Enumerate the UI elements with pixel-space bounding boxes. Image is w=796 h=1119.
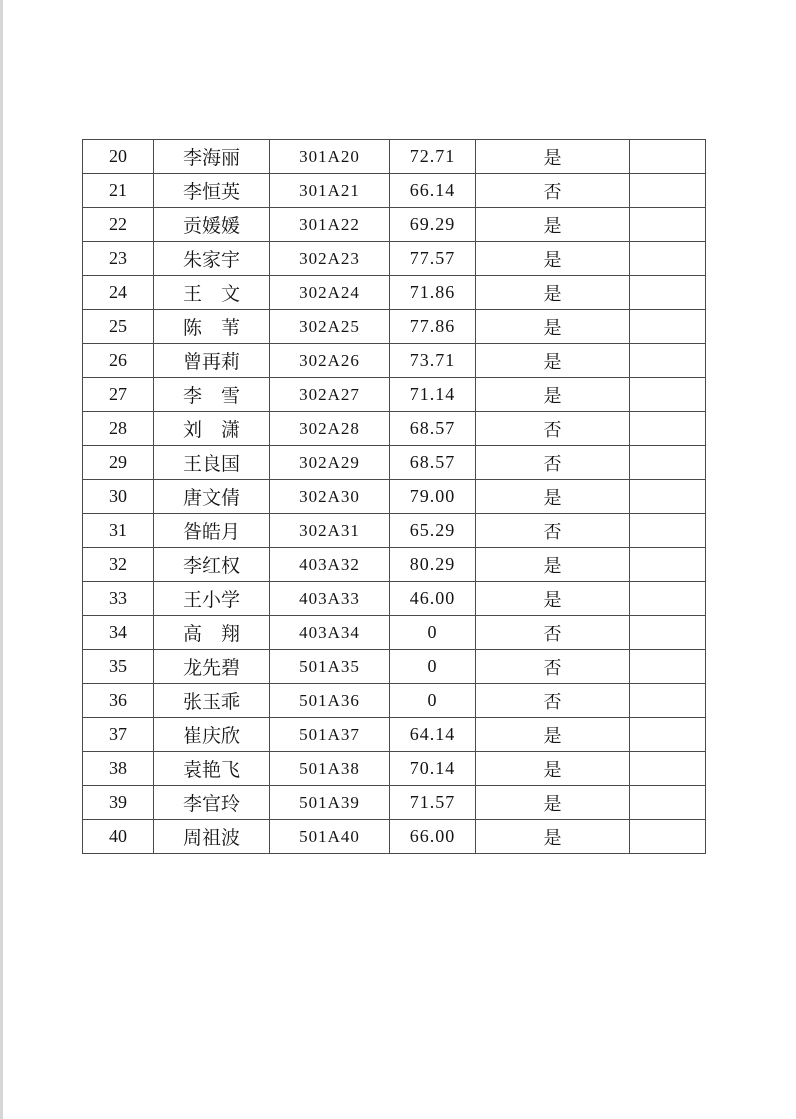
score-cell: 65.29: [390, 514, 476, 548]
qualified-cell: 是: [476, 208, 630, 242]
name-cell: 昝皓月: [154, 514, 270, 548]
index-cell: 31: [83, 514, 154, 548]
score-cell: 66.00: [390, 820, 476, 854]
qualified-cell: 是: [476, 140, 630, 174]
table-row: [83, 616, 706, 650]
table-row: [83, 514, 706, 548]
name-cell: 李恒英: [154, 174, 270, 208]
code-cell: 501A40: [270, 820, 390, 854]
table-row: [83, 582, 706, 616]
code-cell: 403A33: [270, 582, 390, 616]
table-row: [83, 276, 706, 310]
index-cell: 38: [83, 752, 154, 786]
qualified-cell: 否: [476, 616, 630, 650]
index-cell: 24: [83, 276, 154, 310]
note-cell: [630, 446, 706, 480]
index-cell: 36: [83, 684, 154, 718]
code-cell: 302A24: [270, 276, 390, 310]
name-cell: 李官玲: [154, 786, 270, 820]
table-row: [83, 208, 706, 242]
note-cell: [630, 514, 706, 548]
note-cell: [630, 378, 706, 412]
qualified-cell: 是: [476, 310, 630, 344]
qualified-cell: 否: [476, 446, 630, 480]
note-cell: [630, 242, 706, 276]
note-cell: [630, 752, 706, 786]
name-cell: 张玉乖: [154, 684, 270, 718]
score-cell: 66.14: [390, 174, 476, 208]
index-cell: 33: [83, 582, 154, 616]
qualified-cell: 是: [476, 820, 630, 854]
name-cell: 曾再莉: [154, 344, 270, 378]
index-cell: 27: [83, 378, 154, 412]
table-row: [83, 718, 706, 752]
code-cell: 501A35: [270, 650, 390, 684]
name-cell: 刘 潇: [154, 412, 270, 446]
qualified-cell: 否: [476, 514, 630, 548]
note-cell: [630, 650, 706, 684]
code-cell: 403A34: [270, 616, 390, 650]
note-cell: [630, 582, 706, 616]
score-cell: 79.00: [390, 480, 476, 514]
score-cell: 68.57: [390, 412, 476, 446]
note-cell: [630, 412, 706, 446]
qualified-cell: 是: [476, 242, 630, 276]
code-cell: 302A27: [270, 378, 390, 412]
code-cell: 501A38: [270, 752, 390, 786]
qualified-cell: 是: [476, 582, 630, 616]
note-cell: [630, 310, 706, 344]
qualified-cell: 是: [476, 548, 630, 582]
code-cell: 301A22: [270, 208, 390, 242]
table-row: [83, 752, 706, 786]
score-cell: 71.14: [390, 378, 476, 412]
code-cell: 301A20: [270, 140, 390, 174]
index-cell: 39: [83, 786, 154, 820]
qualified-cell: 是: [476, 718, 630, 752]
code-cell: 302A30: [270, 480, 390, 514]
code-cell: 501A37: [270, 718, 390, 752]
note-cell: [630, 820, 706, 854]
code-cell: 302A23: [270, 242, 390, 276]
code-cell: 302A29: [270, 446, 390, 480]
qualified-cell: 否: [476, 174, 630, 208]
name-cell: 龙先碧: [154, 650, 270, 684]
note-cell: [630, 140, 706, 174]
name-cell: 唐文倩: [154, 480, 270, 514]
score-cell: 64.14: [390, 718, 476, 752]
table-row: [83, 140, 706, 174]
name-cell: 李海丽: [154, 140, 270, 174]
index-cell: 37: [83, 718, 154, 752]
score-cell: 70.14: [390, 752, 476, 786]
score-cell: 73.71: [390, 344, 476, 378]
name-cell: 李 雪: [154, 378, 270, 412]
note-cell: [630, 344, 706, 378]
name-cell: 王 文: [154, 276, 270, 310]
name-cell: 崔庆欣: [154, 718, 270, 752]
table-row: [83, 786, 706, 820]
name-cell: 李红权: [154, 548, 270, 582]
qualified-cell: 否: [476, 684, 630, 718]
name-cell: 王良国: [154, 446, 270, 480]
index-cell: 34: [83, 616, 154, 650]
table-row: [83, 650, 706, 684]
table-row: [83, 684, 706, 718]
score-cell: 0: [390, 684, 476, 718]
note-cell: [630, 174, 706, 208]
score-cell: 77.57: [390, 242, 476, 276]
name-cell: 高 翔: [154, 616, 270, 650]
index-cell: 28: [83, 412, 154, 446]
page-left-edge: [0, 0, 3, 1119]
score-cell: 69.29: [390, 208, 476, 242]
name-cell: 朱家宇: [154, 242, 270, 276]
score-cell: 71.57: [390, 786, 476, 820]
code-cell: 302A28: [270, 412, 390, 446]
score-cell: 71.86: [390, 276, 476, 310]
score-cell: 77.86: [390, 310, 476, 344]
name-cell: 王小学: [154, 582, 270, 616]
qualified-cell: 否: [476, 412, 630, 446]
code-cell: 501A36: [270, 684, 390, 718]
table-row: [83, 480, 706, 514]
name-cell: 贡媛媛: [154, 208, 270, 242]
table-row: [83, 310, 706, 344]
index-cell: 20: [83, 140, 154, 174]
code-cell: 302A31: [270, 514, 390, 548]
score-cell: 80.29: [390, 548, 476, 582]
index-cell: 30: [83, 480, 154, 514]
table-row: [83, 174, 706, 208]
note-cell: [630, 616, 706, 650]
code-cell: 302A26: [270, 344, 390, 378]
code-cell: 301A21: [270, 174, 390, 208]
score-cell: 72.71: [390, 140, 476, 174]
index-cell: 29: [83, 446, 154, 480]
qualified-cell: 是: [476, 378, 630, 412]
code-cell: 302A25: [270, 310, 390, 344]
table-row: [83, 412, 706, 446]
index-cell: 25: [83, 310, 154, 344]
code-cell: 403A32: [270, 548, 390, 582]
index-cell: 32: [83, 548, 154, 582]
table-row: [83, 446, 706, 480]
index-cell: 22: [83, 208, 154, 242]
index-cell: 35: [83, 650, 154, 684]
table-row: [83, 378, 706, 412]
table-row: [83, 242, 706, 276]
index-cell: 23: [83, 242, 154, 276]
note-cell: [630, 786, 706, 820]
qualified-cell: 是: [476, 752, 630, 786]
note-cell: [630, 548, 706, 582]
note-cell: [630, 480, 706, 514]
qualified-cell: 是: [476, 786, 630, 820]
note-cell: [630, 684, 706, 718]
name-cell: 袁艳飞: [154, 752, 270, 786]
note-cell: [630, 208, 706, 242]
note-cell: [630, 276, 706, 310]
qualified-cell: 是: [476, 344, 630, 378]
note-cell: [630, 718, 706, 752]
code-cell: 501A39: [270, 786, 390, 820]
table-row: [83, 820, 706, 854]
index-cell: 26: [83, 344, 154, 378]
score-cell: 46.00: [390, 582, 476, 616]
name-cell: 陈 苇: [154, 310, 270, 344]
qualified-cell: 是: [476, 276, 630, 310]
qualified-cell: 是: [476, 480, 630, 514]
roster-table-body: [83, 140, 706, 854]
table-row: [83, 548, 706, 582]
score-cell: 0: [390, 650, 476, 684]
name-cell: 周祖波: [154, 820, 270, 854]
score-cell: 68.57: [390, 446, 476, 480]
index-cell: 21: [83, 174, 154, 208]
table-row: [83, 344, 706, 378]
score-cell: 0: [390, 616, 476, 650]
qualified-cell: 否: [476, 650, 630, 684]
roster-table: [82, 139, 706, 854]
index-cell: 40: [83, 820, 154, 854]
